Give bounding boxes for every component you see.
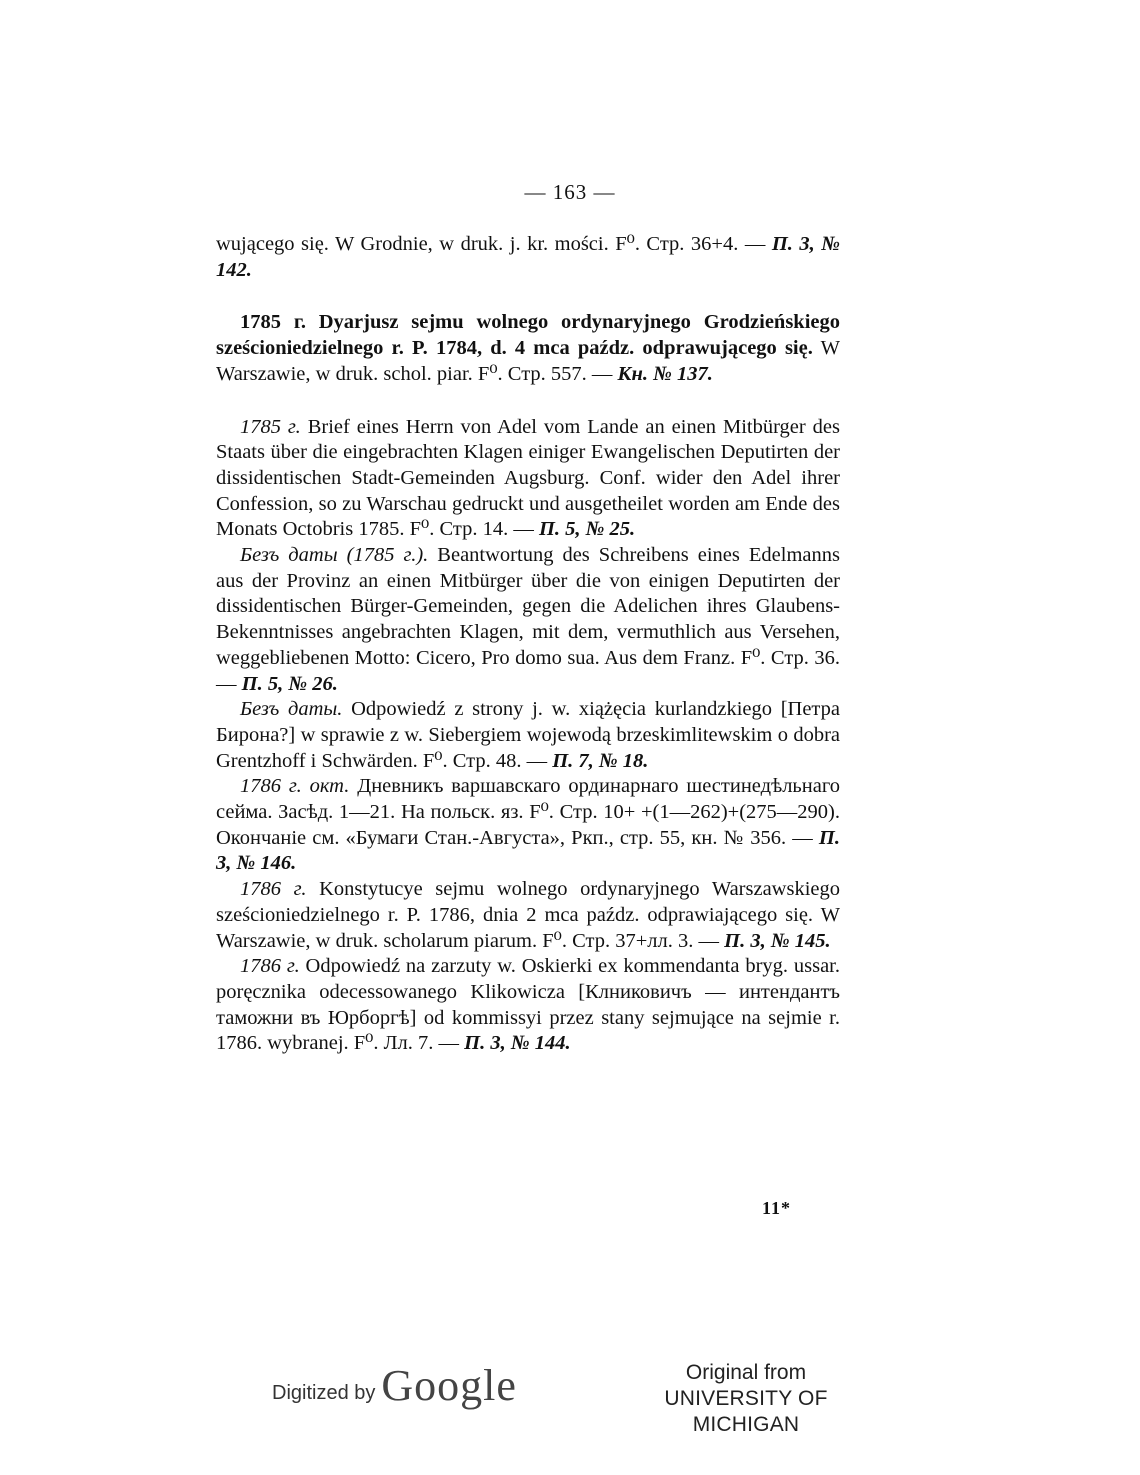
entry-reference: Кн. № 137. bbox=[617, 362, 713, 385]
entry-date: 1785 г. bbox=[240, 415, 301, 438]
entry-text: Beantwortung des Schreibens eines Edelmanns aus der Provinz an einen Mitbürger über die von einigen Deputirten der dissidentischen Bürger-Gemeinden, gegen die Adelichen ihres Glaubens-Bekenntnisses angebrachten Klagen, mit dem, vermuthlich aus Versehen, weggebliebenen Motto: Cicero, Pro domo sua. Aus dem Franz. F⁰. Стр. 36. — bbox=[216, 544, 841, 695]
entry-text: Odpowiedź na zarzuty w. Oskierki ex kommendanta bryg. ussar. poręcznika odecessowanego Klikowicza [Клниковичъ — интендантъ таможни въ Юрборгѣ] od kommissyi przez stany sejmujące na sejmie r. 1786. wybranej. F⁰. Лл. 7. — bbox=[216, 955, 840, 1055]
signature-mark: 11* bbox=[762, 1198, 792, 1218]
entry-date: 1786 г. окт. bbox=[240, 775, 350, 798]
entry-date: Безъ даты (1785 г.). bbox=[240, 544, 429, 567]
entry-title: 1785 г. Dyarjusz sejmu wolnego ordynaryjnego Grodzieńskiego sześcioniedzielnego r. P. 1784, d. 4 mca paźdz. odprawującego się. bbox=[216, 311, 840, 360]
entry-date: 1786 г. bbox=[240, 955, 300, 978]
entry-date: Безъ даты. bbox=[240, 698, 343, 721]
entry-date: 1786 г. bbox=[240, 878, 307, 901]
entry-reference: П. 3, № 142. bbox=[216, 233, 840, 281]
entry-continuation bbox=[216, 232, 840, 283]
digitized-text: Digitized by bbox=[272, 1382, 376, 1404]
entry-item bbox=[216, 877, 840, 954]
entry-text: wującego się. W Grodnie, w druk. j. kr. mości. F⁰. Стр. 36+4. — bbox=[216, 233, 772, 255]
entry-text: W Warszawie, w druk. schol. piar. F⁰. Стр. 557. — bbox=[216, 337, 840, 385]
entry-text: Дневникъ варшавскаго ординарнаго шестинедѣльнаго сейма. Засѣд. 1—21. На польск. яз. F⁰. Стр. 10+ +(1—262)+(275—290). Окончаніе см. «Бумаги Стан.-Августа», Ркп., стр. 55, кн. № 356. — bbox=[216, 775, 840, 849]
original-from-text: Original from bbox=[685, 1361, 807, 1384]
page-number: — 163 — bbox=[524, 180, 616, 204]
entry-reference: П. 3, № 146. bbox=[216, 826, 840, 875]
google-logo: Google bbox=[381, 1361, 517, 1410]
entry-item bbox=[216, 310, 840, 387]
entry-reference: П. 5, № 26. bbox=[241, 672, 338, 695]
entry-item bbox=[216, 774, 840, 877]
digitized-by-watermark bbox=[272, 1360, 517, 1411]
entry-text: Brief eines Herrn von Adel vom Lande an einen Mitbürger des Staats über die eingebrachten Klagen einiger Ewangelischen Deputirten der dissidentischen Stadt-Gemeinden Augsburg. Conf. wider den Adel ihrer Confession, so zu Warschau gedruckt und ausgetheilet worden am Ende des Monats Octobris 1785. F⁰. Стр. 14. — bbox=[216, 415, 840, 541]
entry-item bbox=[216, 697, 840, 774]
university-text: UNIVERSITY OF MICHIGAN bbox=[664, 1387, 828, 1436]
entry-item bbox=[216, 543, 840, 697]
entry-item bbox=[216, 954, 840, 1057]
page-body bbox=[216, 232, 840, 1057]
entry-reference: П. 3, № 145. bbox=[724, 929, 831, 952]
entry-reference: П. 3, № 144. bbox=[464, 1032, 571, 1055]
original-source-watermark bbox=[630, 1360, 862, 1438]
entry-reference: П. 7, № 18. bbox=[552, 749, 649, 772]
entry-text: Odpowiedź z strony j. w. xiążęcia kurlandzkiego [Петра Бирона?] w sprawie z w. Siebergiem wojewodą brzeskimlitewskim o dobra Grentzhoff i Schwärden. F⁰. Стр. 48. — bbox=[216, 698, 840, 772]
entry-reference: П. 5, № 25. bbox=[538, 518, 636, 541]
entry-item bbox=[216, 415, 840, 544]
entry-text: Konstytucye sejmu wolnego ordynaryjnego Warszawskiego sześcioniedzielnego r. P. 1786, dnia 2 mca paźdz. odprawiającego się. W Warszawie, w druk. scholarum piarum. F⁰. Стр. 37+лл. 3. — bbox=[216, 878, 841, 952]
